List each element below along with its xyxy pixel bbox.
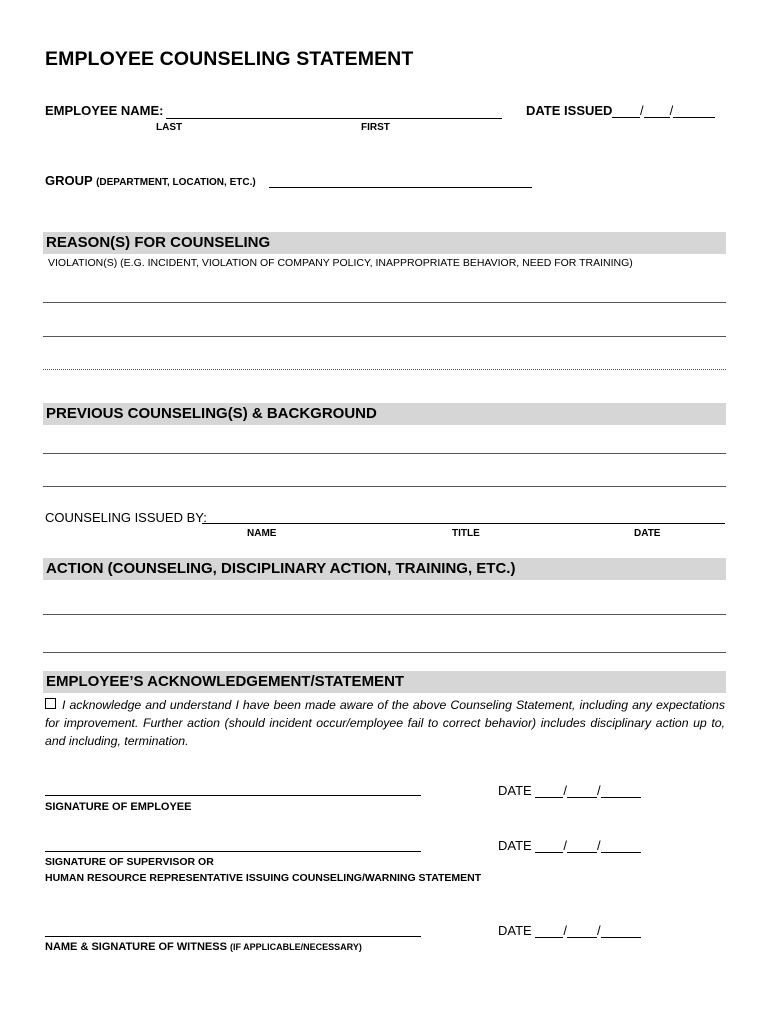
witness-note: (IF APPLICABLE/NECESSARY) [229,942,362,952]
group-label: GROUP [45,173,93,188]
page-title: EMPLOYEE COUNSELING STATEMENT [45,48,414,70]
previous-line-2[interactable] [43,486,726,487]
group-label-wrap [45,173,256,188]
date-issued-month[interactable] [612,105,640,118]
checkbox-icon[interactable] [45,698,56,709]
issued-by-field[interactable] [202,507,725,524]
date-issued-label: DATE ISSUED [526,103,613,118]
date-separator: / [563,783,567,798]
supervisor-date-month[interactable] [535,840,563,853]
date-label: DATE [498,838,532,853]
witness-signature-label: NAME & SIGNATURE OF WITNESS [45,941,227,953]
employee-date-field[interactable] [498,783,641,798]
previous-line-1[interactable] [43,453,726,454]
date-separator: / [596,923,601,938]
issued-by-label: COUNSELING ISSUED BY: [45,510,207,525]
acknowledgement-section-header [43,671,726,693]
date-separator: / [596,838,601,853]
date-issued-day[interactable] [644,105,670,118]
reasons-subtext: VIOLATION(S) (E.G. INCIDENT, VIOLATION OF COMPANY POLICY, INAPPROPRIATE BEHAVIOR, NEED FOR TRAINING) [48,257,633,269]
supervisor-signature-line[interactable] [45,851,421,852]
group-sublabel: (DEPARTMENT, LOCATION, ETC.) [96,177,256,188]
employee-name-label: EMPLOYEE NAME: [45,103,164,118]
reasons-line-3[interactable] [43,369,726,370]
date-issued-year[interactable] [673,105,715,118]
previous-heading: PREVIOUS COUNSELING(S) & BACKGROUND [46,405,377,422]
reasons-line-2[interactable] [43,336,726,337]
supervisor-signature-label-1: SIGNATURE OF SUPERVISOR OR [45,856,214,868]
employee-date-day[interactable] [567,785,597,798]
date-separator: / [596,783,601,798]
previous-section-header [43,403,726,425]
witness-date-field[interactable] [498,923,641,938]
date-separator: / [669,103,674,118]
witness-label-wrap [45,941,362,953]
action-section-header [43,558,726,580]
acknowledgement-statement [45,696,725,750]
supervisor-date-year[interactable] [601,840,641,853]
witness-date-year[interactable] [601,925,641,938]
acknowledgement-heading: EMPLOYEE’S ACKNOWLEDGEMENT/STATEMENT [46,673,405,690]
date-label: DATE [498,783,532,798]
supervisor-date-field[interactable] [498,838,641,853]
group-field[interactable] [269,171,532,188]
date-issued-field[interactable] [612,103,715,118]
supervisor-date-day[interactable] [567,840,597,853]
supervisor-signature-label-2: HUMAN RESOURCE REPRESENTATIVE ISSUING COUNSELING/WARNING STATEMENT [45,872,482,884]
action-heading: ACTION (COUNSELING, DISCIPLINARY ACTION, TRAINING, ETC.) [46,560,516,577]
witness-signature-line[interactable] [45,936,421,937]
employee-date-month[interactable] [535,785,563,798]
first-name-caption: FIRST [361,122,390,133]
action-line-1[interactable] [43,614,726,615]
reasons-section-header [43,232,726,254]
witness-date-month[interactable] [535,925,563,938]
date-separator: / [563,923,567,938]
employee-date-year[interactable] [601,785,641,798]
employee-signature-line[interactable] [45,795,421,796]
issued-by-date-caption: DATE [634,528,661,539]
employee-signature-label: SIGNATURE OF EMPLOYEE [45,801,192,813]
reasons-line-1[interactable] [43,302,726,303]
date-label: DATE [498,923,532,938]
acknowledgement-text: I acknowledge and understand I have been made aware of the above Counseling Statement, including any expectations for improvement. Further action (should incident occur/employee fail to correct behavior) includes disciplinary action up to, and including, termination. [45,698,725,748]
last-name-caption: LAST [156,122,183,133]
employee-name-field[interactable] [166,102,502,119]
reasons-heading: REASON(S) FOR COUNSELING [46,234,271,251]
issued-by-name-caption: NAME [247,528,277,539]
date-separator: / [563,838,567,853]
witness-date-day[interactable] [567,925,597,938]
date-separator: / [640,103,644,118]
issued-by-title-caption: TITLE [452,528,480,539]
action-line-2[interactable] [43,652,726,653]
